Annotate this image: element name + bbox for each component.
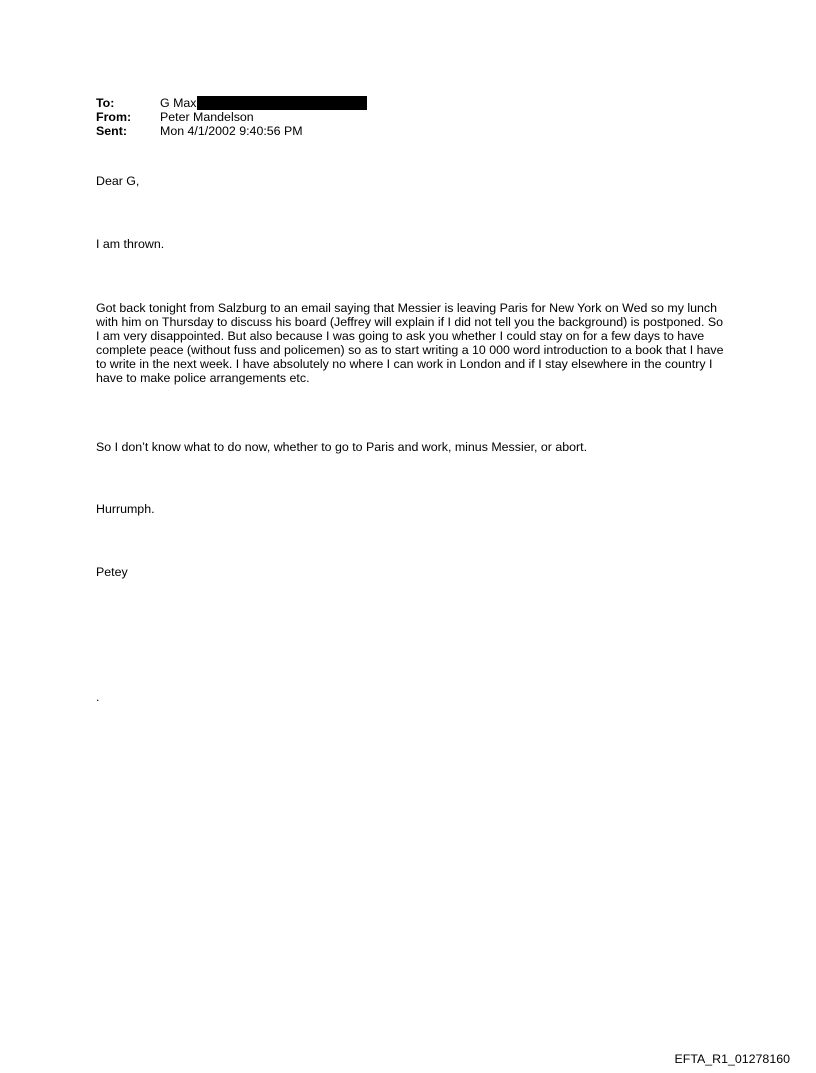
from-row bbox=[96, 110, 367, 124]
paragraph-decision: So I don’t know what to do now, whether to go to Paris and work, minus Messier, or abort. bbox=[96, 440, 588, 454]
paragraph-hurrumph: Hurrumph. bbox=[96, 502, 155, 516]
email-header bbox=[96, 96, 367, 138]
trailing-dot: . bbox=[96, 690, 100, 704]
from-label: From: bbox=[96, 110, 132, 124]
from-value: Peter Mandelson bbox=[160, 110, 254, 124]
to-value bbox=[160, 96, 367, 110]
sent-row bbox=[96, 124, 367, 138]
to-name: G Max bbox=[160, 96, 197, 110]
greeting: Dear G, bbox=[96, 174, 140, 188]
redaction-block bbox=[197, 96, 367, 110]
document-id: EFTA_R1_01278160 bbox=[674, 1052, 790, 1066]
to-row bbox=[96, 96, 367, 110]
sent-value: Mon 4/1/2002 9:40:56 PM bbox=[160, 124, 303, 138]
signature: Petey bbox=[96, 565, 128, 579]
paragraph-thrown: I am thrown. bbox=[96, 237, 165, 251]
sent-label: Sent: bbox=[96, 124, 127, 138]
paragraph-main: Got back tonight from Salzburg to an email saying that Messier is leaving Paris for New York on Wed so my lunch with him on Thursday to discuss his board (Jeffrey will explain if I did not tell you the background) is postponed. So I am very disappointed. But also because I was going to ask you whether I could stay on for a few days to have complete peace (without fuss and policemen) so as to start writing a 10 000 word introduction to a book that I have to write in the next week. I have absolutely no where I can work in London and if I stay elsewhere in the country I have to make police arrangements etc. bbox=[96, 301, 724, 385]
to-label: To: bbox=[96, 96, 115, 110]
